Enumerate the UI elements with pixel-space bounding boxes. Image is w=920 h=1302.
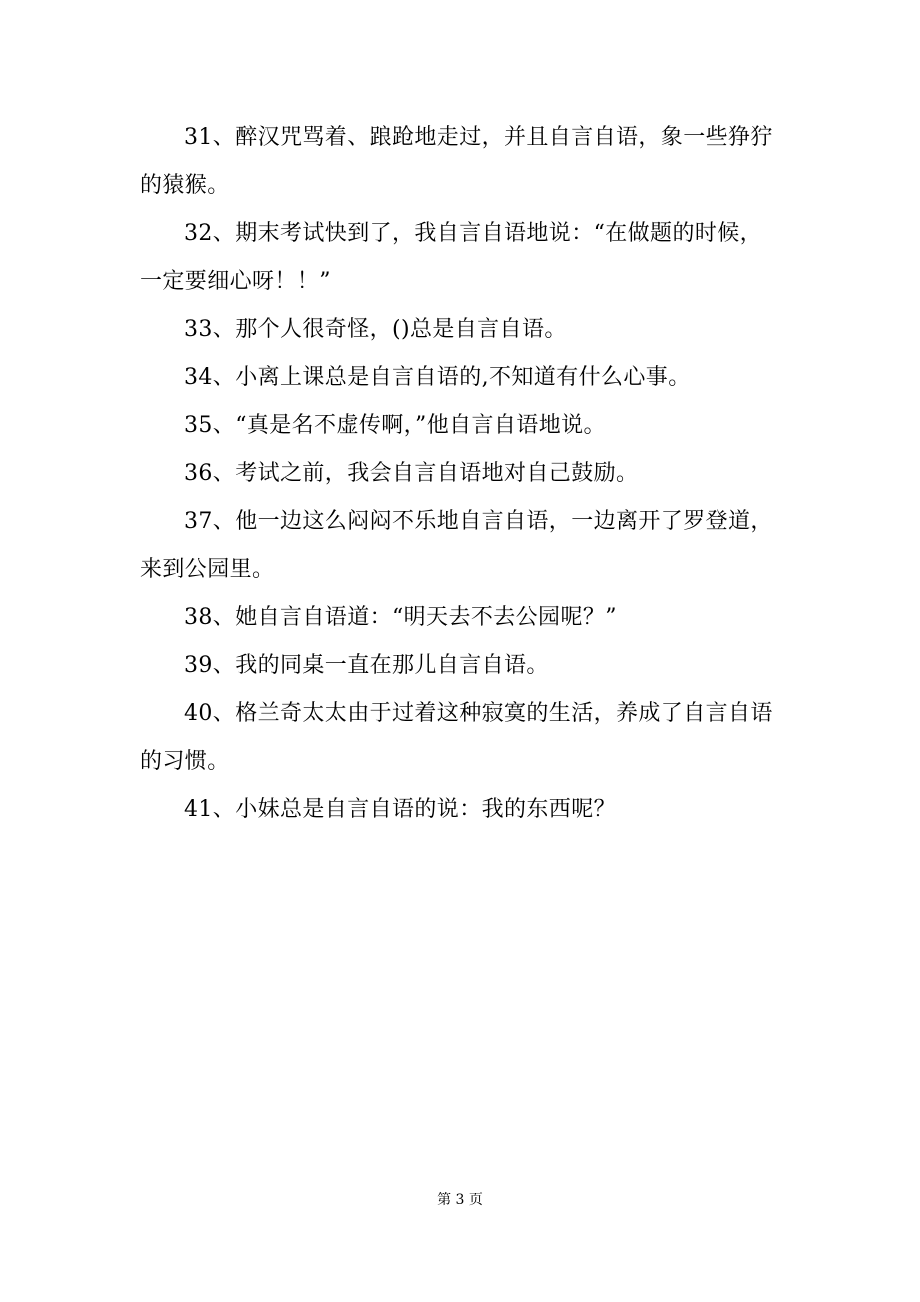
sentence-37: 37、他一边这么闷闷不乐地自言自语，一边离开了罗登道，来到公园里。 [140, 509, 773, 582]
sentence-40: 40、格兰奇太太由于过着这种寂寞的生活，养成了自言自语的习惯。 [140, 701, 773, 774]
document-body [140, 114, 780, 834]
page-number: 第 3 页 [437, 1192, 483, 1208]
sentence-41: 41、小妹总是自言自语的说：我的东西呢？ [184, 797, 616, 822]
sentence-34: 34、小离上课总是自言自语的,不知道有什么心事。 [184, 365, 691, 390]
sentence-39: 39、我的同桌一直在那儿自言自语。 [184, 653, 549, 678]
sentence-38: 38、她自言自语道：“明天去不去公园呢？” [184, 605, 617, 630]
sentence-32: 32、期末考试快到了，我自言自语地说：“在做题的时候，一定要细心呀！！” [140, 221, 763, 294]
sentence-31: 31、醉汉咒骂着、踉跄地走过，并且自言自语，象一些狰狞的猿猴。 [140, 125, 773, 198]
sentence-35: 35、“真是名不虚传啊，”他自言自语地说。 [184, 413, 606, 438]
sentence-36: 36、考试之前，我会自言自语地对自己鼓励。 [184, 461, 639, 486]
sentence-33: 33、那个人很奇怪，()总是自言自语。 [184, 317, 567, 342]
